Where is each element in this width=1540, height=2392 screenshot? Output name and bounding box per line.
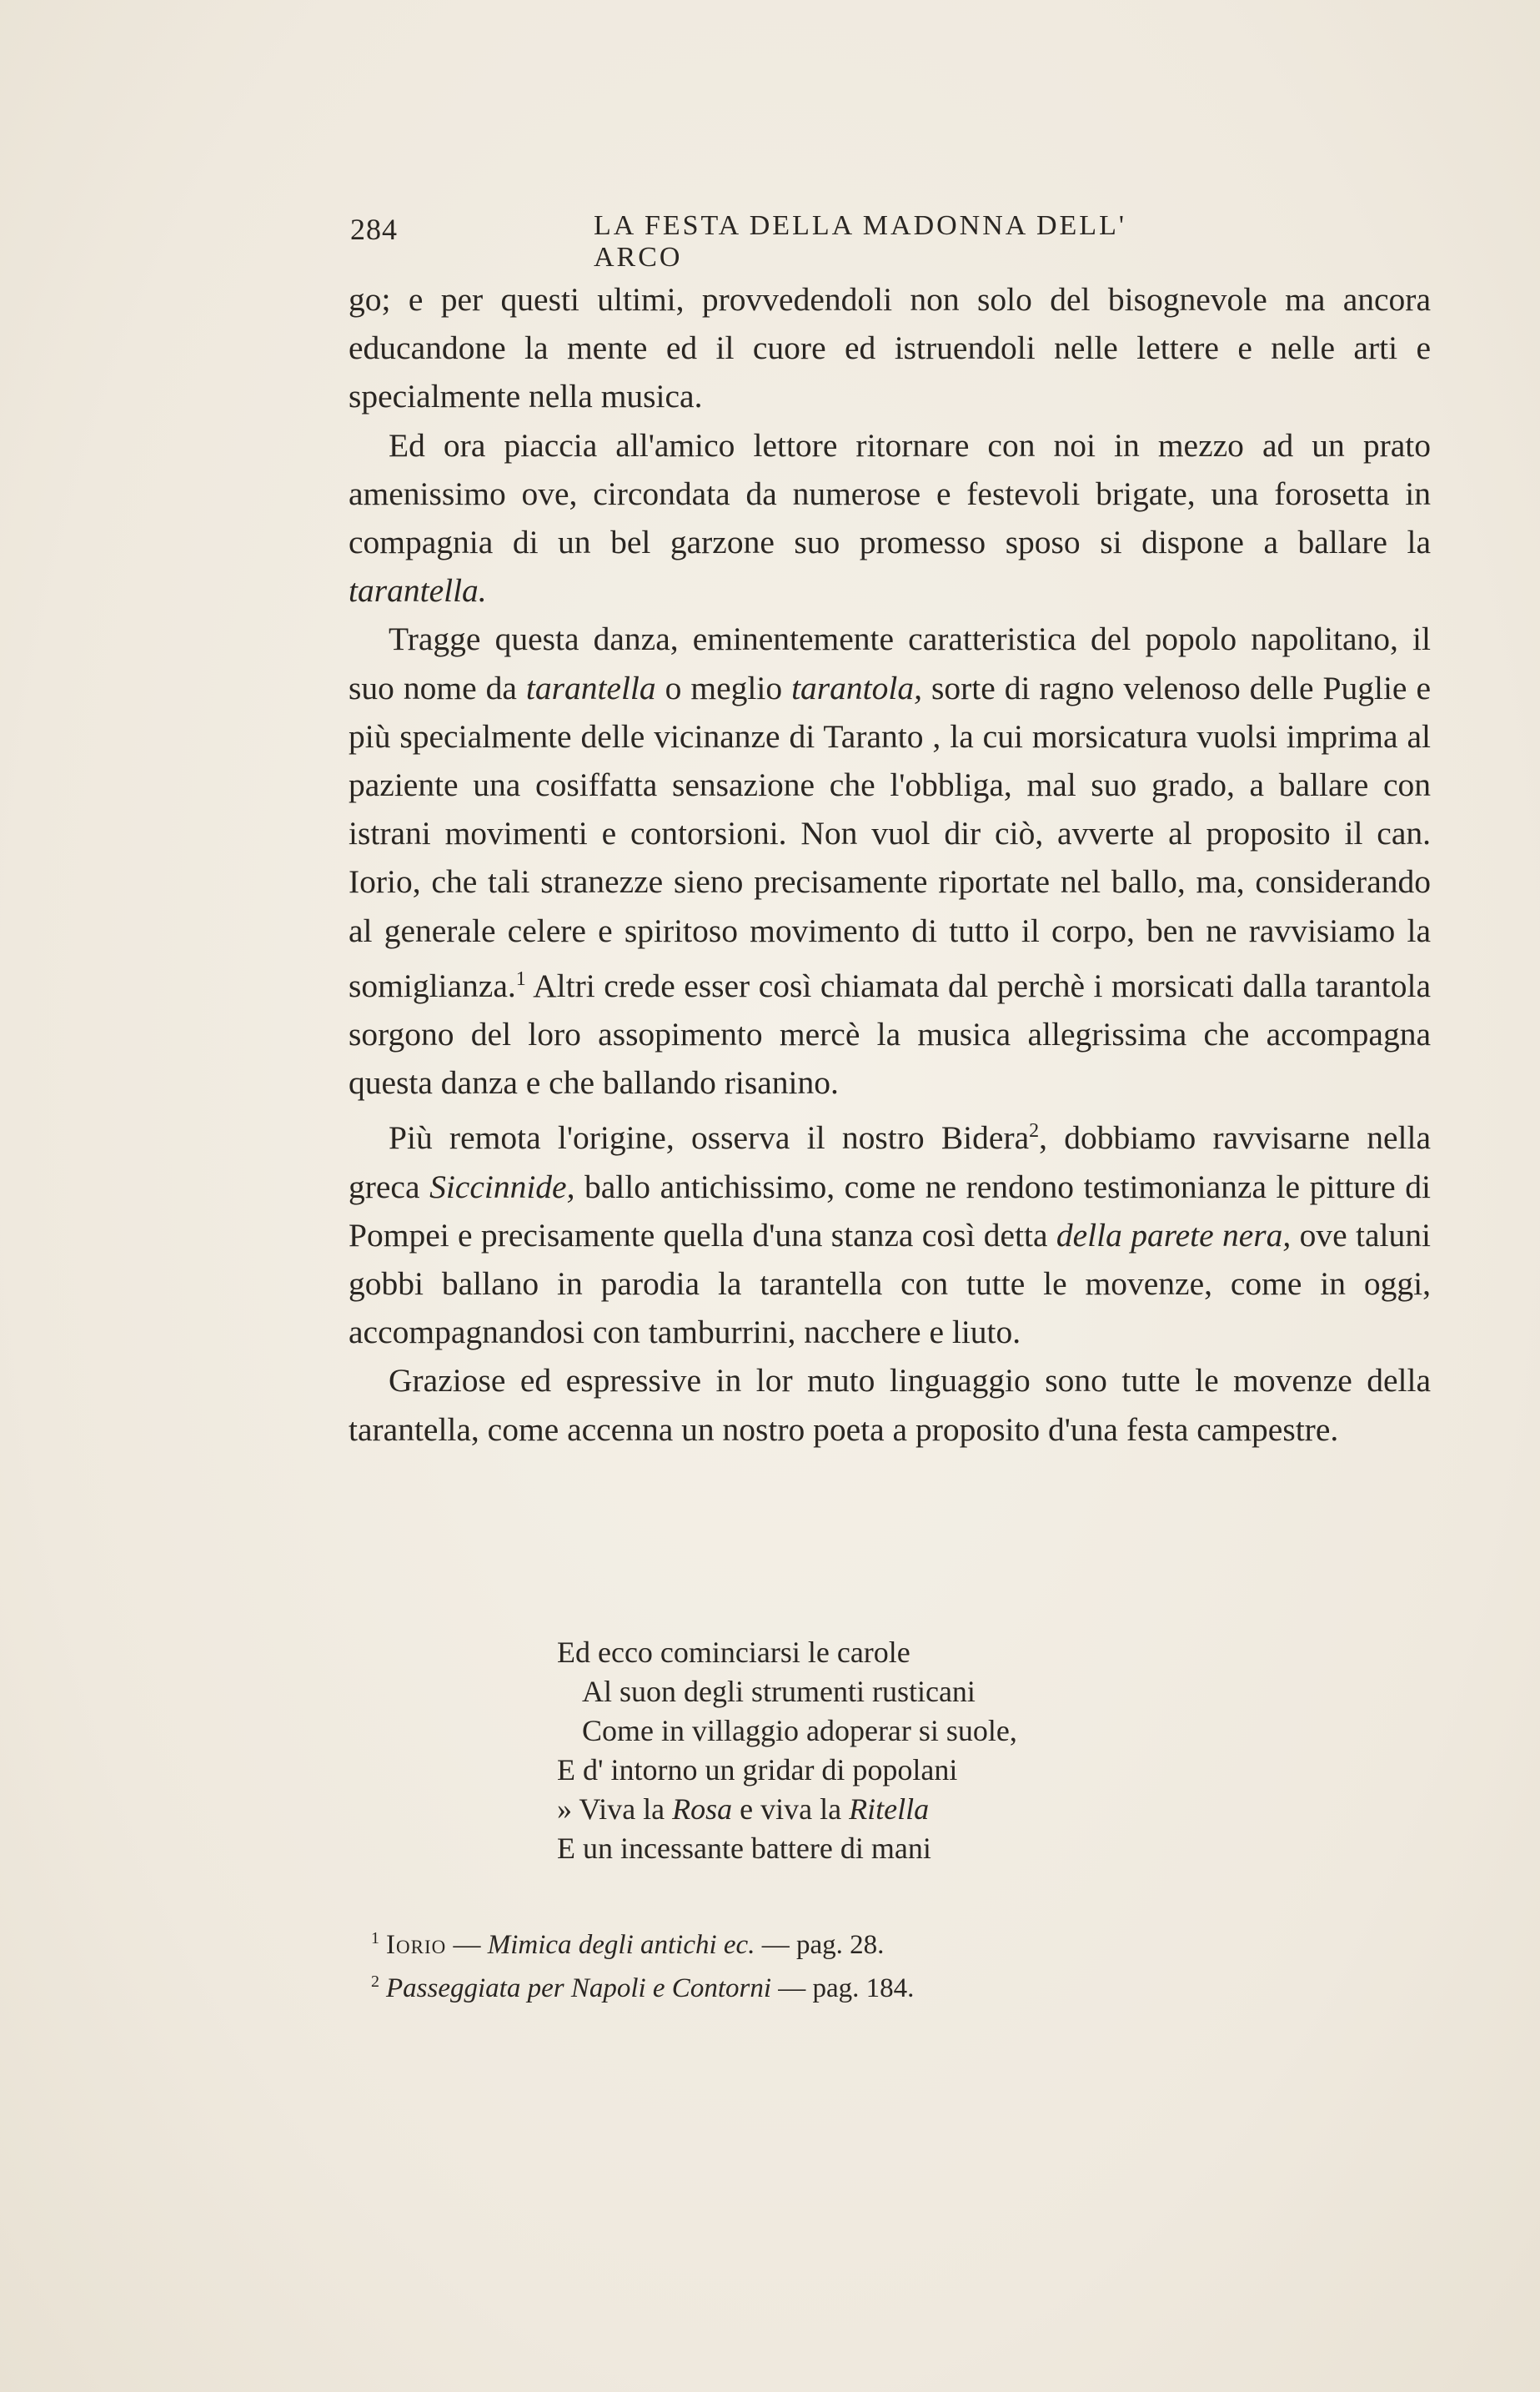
paragraph-3-text-c: sorte di ragno velenoso delle Puglie e più specialmente delle vicinanze di Taranto , la cui morsicatura vuolsi imprima al paziente una cosiffatta sensazione che l'obbliga, mal suo grado, a ballare con istrani movimenti e contorsioni. Non vuol dir ciò, avverte al proposito il can. Iorio, che tali stranezze sieno precisamente riportate nel ballo, ma, considerando al generale celere e spiritoso movimento di tutto il corpo, ben ne ravvisiamo la somiglianza. [349,669,1431,1004]
body-text [349,275,1431,1454]
poem-line: E un incessante battere di mani [557,1832,931,1865]
paragraph-4 [349,1107,1431,1356]
italic-term-tarantella-2: tarantella [525,669,656,706]
footnote-dash: — [446,1930,488,1960]
paragraph-5 [349,1356,1431,1453]
paragraph-3-text-d: Altri crede esser così chiamata dal perchè i morsicati dalla tarantola sorgono del loro assopimento mercè la musica allegrissima che accompagna questa danza e che ballando risanino. [349,967,1431,1102]
footnote-page: — pag. 28. [755,1930,885,1960]
paragraph-4-text-c: ballo antichissimo, come ne rendono testimonianza le pitture di Pompei e precisamente quella d'una stanza così detta [349,1168,1431,1254]
paragraph-4-text-a: Più remota l'origine, osserva il nostro Bidera [389,1119,1030,1157]
paragraph-1-text: go; e per questi ultimi, provvedendoli non solo del bisognevole ma ancora educandone la mente ed il cuore ed istruendoli nelle lettere e nelle arti e specialmente nella musica. [349,281,1431,415]
poem-line [557,1790,1191,1829]
footnote-mark: 2 [371,1972,379,1991]
paragraph-4-text-d: ove taluni gobbi ballano in parodia la tarantella con tutte le movenze, come in oggi, accompagnandosi con tamburrini, nacchere e liuto. [349,1216,1431,1351]
paragraph-2 [349,421,1431,616]
page-header [350,210,1217,273]
paragraph-3 [349,615,1431,1107]
page-number: 284 [350,213,398,246]
paragraph-5-text: Graziose ed espressive in lor muto linguaggio sono tutte le movenze della tarantella, come accenna un nostro poeta a proposito d'una festa campestre. [349,1362,1431,1448]
footnote-title: Mimica degli antichi ec. [487,1930,755,1960]
footnote-page: — pag. 184. [771,1973,915,2003]
footnote-ref-1: 1 [515,967,526,990]
footnote-1 [371,1920,1121,1963]
poem-line: Al suon degli strumenti rusticani [582,1675,976,1708]
italic-term-tarantola: tarantola, [791,669,922,706]
poem-quote-mark: » [557,1792,572,1826]
poem-name-ritella: Ritella [849,1792,930,1826]
footnotes [371,1920,1121,2007]
paragraph-4-text-b: , dobbiamo ravvisarne nella greca [349,1119,1431,1205]
running-head: LA FESTA DELLA MADONNA DELL' ARCO [594,210,1126,273]
paragraph-1 [349,275,1431,421]
footnote-ref-2: 2 [1029,1120,1040,1143]
footnote-author: Iorio [386,1930,447,1960]
poem-stanza [557,1633,1191,1868]
footnote-mark: 1 [371,1929,379,1947]
poem-text: Viva la [572,1792,673,1826]
poem-name-rosa: Rosa [672,1792,733,1826]
poem-text: e viva la [732,1792,850,1826]
poem-line: Come in villaggio adoperar si suole, [582,1714,1017,1747]
paragraph-3-text-b: o meglio [655,669,792,706]
italic-term-siccinnide: Siccinnide, [429,1168,575,1205]
footnote-2 [371,1963,1121,2007]
paragraph-3-text-a: Tragge questa danza, eminentemente caratteristica del popolo napolitano, il suo nome da [349,621,1431,706]
italic-term-tarantella: tarantella. [349,572,487,610]
poem-line: Ed ecco cominciarsi le carole [557,1636,910,1669]
paragraph-2-text: Ed ora piaccia all'amico lettore ritornare con noi in mezzo ad un prato amenissimo ove, circondata da numerose e festevoli brigate, una forosetta in compagnia di un bel garzone suo promesso sposo si dispone a ballare la [349,426,1431,561]
italic-term-parete-nera: della parete nera, [1056,1216,1292,1254]
footnote-title: Passeggiata per Napoli e Contorni [386,1973,771,2003]
poem-line: E d' intorno un gridar di popolani [557,1753,958,1786]
